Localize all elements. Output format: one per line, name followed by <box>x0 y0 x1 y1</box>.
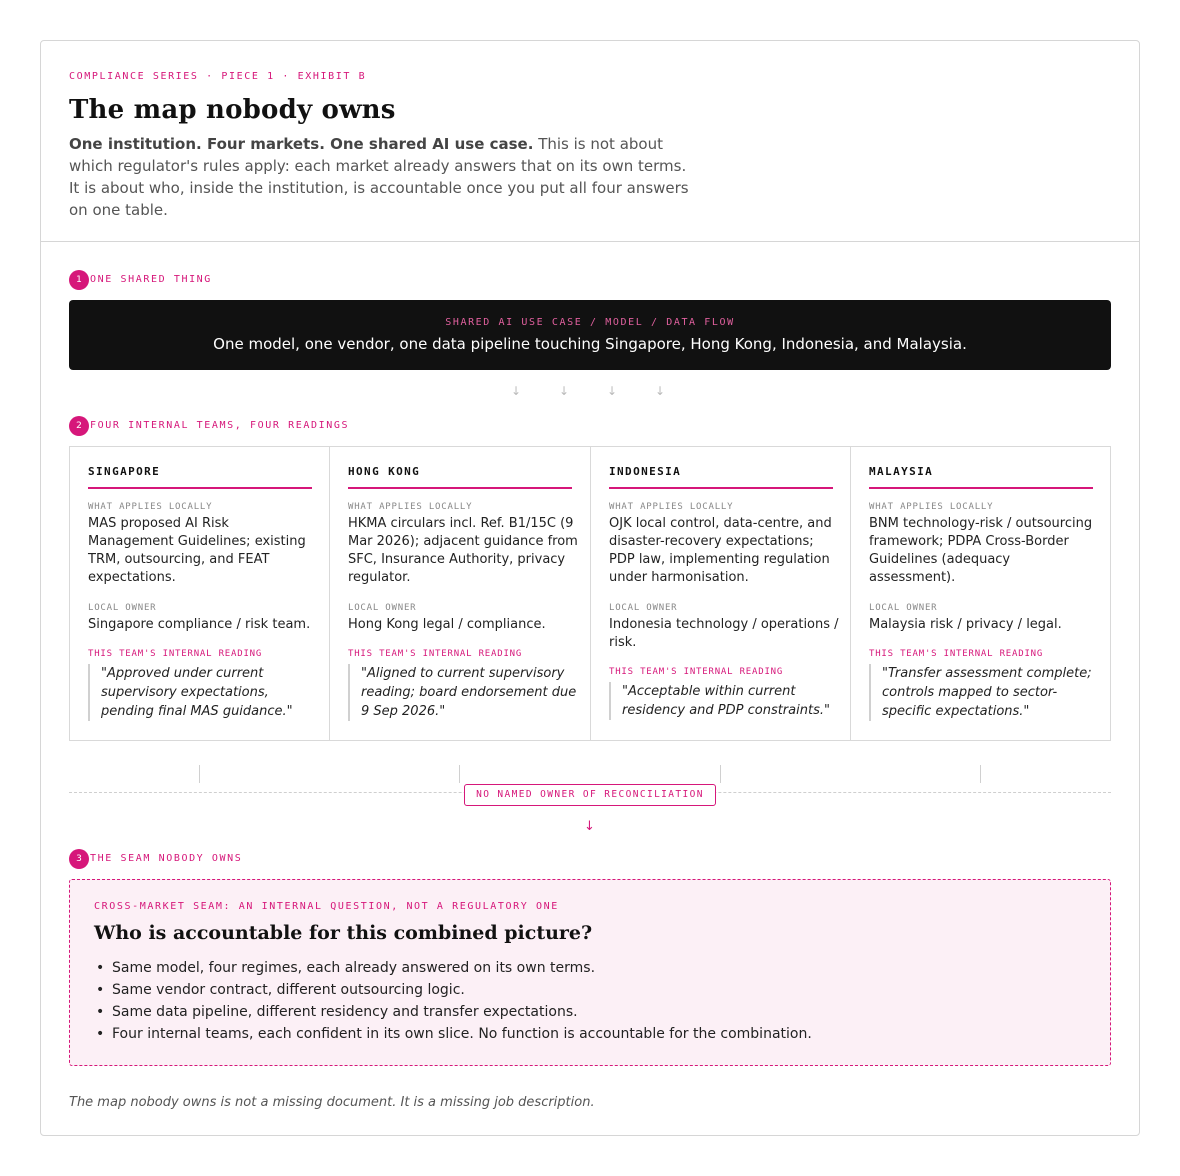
lede-paragraph <box>69 133 689 221</box>
list-item: • Same model, four regimes, each already answered on its own terms. <box>94 957 812 979</box>
owner-label: LOCAL OWNER <box>869 603 938 613</box>
seam-question-box <box>69 879 1111 1066</box>
owner-value: Singapore compliance / risk team. <box>88 617 311 632</box>
owner-value: Indonesia technology / operations / risk. <box>609 617 839 650</box>
step-number-badge: 1 <box>69 270 89 290</box>
owner-label: LOCAL OWNER <box>348 603 417 613</box>
seam-caption: CROSS-MARKET SEAM: AN INTERNAL QUESTION, NOT A REGULATORY ONE <box>94 901 559 912</box>
owner-value: Hong Kong legal / compliance. <box>348 617 546 632</box>
exhibit-header <box>41 41 1139 242</box>
applies-value: MAS proposed AI Risk Management Guidelines; existing TRM, outsourcing, and FEAT expectations. <box>88 516 306 585</box>
shared-text: One model, one vendor, one data pipeline touching Singapore, Hong Kong, Indonesia, and Malaysia. <box>213 335 967 353</box>
no-owner-pill: NO NAMED OWNER OF RECONCILIATION <box>464 784 716 806</box>
reading-quote: "Aligned to current supervisory reading; board endorsement due 9 Sep 2026." <box>348 664 580 721</box>
market-name: MALAYSIA <box>869 465 1093 489</box>
connector-tick <box>199 765 200 783</box>
down-arrow-icon: ↓ <box>559 384 570 398</box>
owner-value: Malaysia risk / privacy / legal. <box>869 617 1062 632</box>
seam-heading: Who is accountable for this combined picture? <box>94 922 593 944</box>
step-label: THE SEAM NOBODY OWNS <box>90 853 243 864</box>
reading-label: THIS TEAM'S INTERNAL READING <box>348 649 523 659</box>
exhibit-card <box>40 40 1140 1136</box>
lede-bold: One institution. Four markets. One shared AI use case. <box>69 135 534 153</box>
market-column-singapore <box>70 447 330 740</box>
step-label: FOUR INTERNAL TEAMS, FOUR READINGS <box>90 420 350 431</box>
list-item: • Same vendor contract, different outsourcing logic. <box>94 979 812 1001</box>
list-item: • Same data pipeline, different residency and transfer expectations. <box>94 1001 812 1023</box>
owner-label: LOCAL OWNER <box>88 603 157 613</box>
series-eyebrow: COMPLIANCE SERIES · PIECE 1 · EXHIBIT B <box>69 71 367 82</box>
seam-connector <box>69 765 1111 845</box>
down-arrow-icon: ↓ <box>511 384 522 398</box>
connector-tick <box>720 765 721 783</box>
market-name: INDONESIA <box>609 465 833 489</box>
applies-value: HKMA circulars incl. Ref. B1/15C (9 Mar 2026); adjacent guidance from SFC, Insurance Authority, privacy regulator. <box>348 516 578 585</box>
page-title: The map nobody owns <box>69 95 396 125</box>
reading-label: THIS TEAM'S INTERNAL READING <box>88 649 263 659</box>
reading-quote: "Transfer assessment complete; controls mapped to sector-specific expectations." <box>869 664 1101 721</box>
list-item: • Four internal teams, each confident in its own slice. No function is accountable for the combination. <box>94 1023 812 1045</box>
applies-value: OJK local control, data-centre, and disaster-recovery expectations; PDP law, implementing regulation under harmonisation. <box>609 516 832 585</box>
down-arrow-icon: ↓ <box>607 384 618 398</box>
step-number-badge: 3 <box>69 849 89 869</box>
market-name: HONG KONG <box>348 465 572 489</box>
down-arrow-icon: ↓ <box>584 819 595 834</box>
shared-caption: SHARED AI USE CASE / MODEL / DATA FLOW <box>445 317 735 328</box>
applies-label: WHAT APPLIES LOCALLY <box>869 502 994 512</box>
applies-label: WHAT APPLIES LOCALLY <box>609 502 734 512</box>
footer-note: The map nobody owns is not a missing document. It is a missing job description. <box>69 1095 595 1110</box>
market-column-malaysia <box>851 447 1110 740</box>
applies-value: BNM technology-risk / outsourcing framework; PDPA Cross-Border Guidelines (adequacy assessment). <box>869 516 1093 585</box>
market-teams-grid <box>69 446 1111 741</box>
connector-tick <box>459 765 460 783</box>
connector-tick <box>980 765 981 783</box>
market-column-indonesia <box>591 447 851 740</box>
seam-bullet-list <box>94 957 812 1045</box>
reading-quote: "Acceptable within current residency and PDP constraints." <box>609 682 841 720</box>
step-number-badge: 2 <box>69 416 89 436</box>
owner-label: LOCAL OWNER <box>609 603 678 613</box>
down-arrow-icon: ↓ <box>655 384 666 398</box>
step-label: ONE SHARED THING <box>90 274 212 285</box>
market-column-hong-kong <box>330 447 591 740</box>
applies-label: WHAT APPLIES LOCALLY <box>348 502 473 512</box>
shared-use-case-box <box>69 300 1111 370</box>
reading-quote: "Approved under current supervisory expectations, pending final MAS guidance." <box>88 664 320 721</box>
reading-label: THIS TEAM'S INTERNAL READING <box>869 649 1044 659</box>
reading-label: THIS TEAM'S INTERNAL READING <box>609 667 784 677</box>
lede-rest: This is not about which regulator's rules apply: each market already answers that on its own terms. It is about who, inside the institution, is accountable once you put all four answers on one table. <box>69 135 689 219</box>
applies-label: WHAT APPLIES LOCALLY <box>88 502 213 512</box>
market-name: SINGAPORE <box>88 465 312 489</box>
